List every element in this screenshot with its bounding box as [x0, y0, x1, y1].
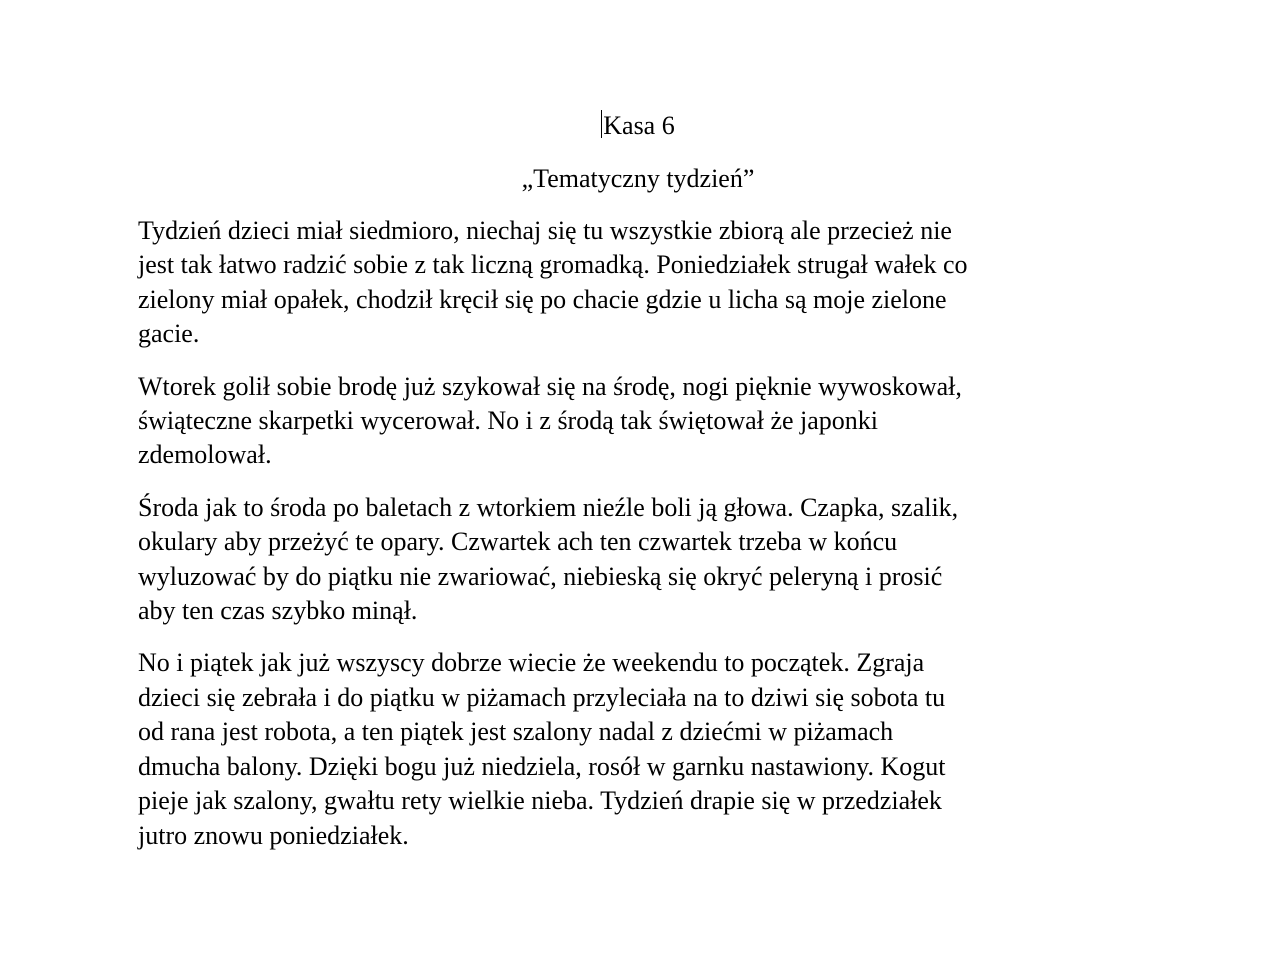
paragraph-line: zielony miał opałek, chodził kręcił się po chacie gdzie u licha są moje zielone — [138, 284, 947, 314]
paragraph-2 — [138, 370, 1138, 473]
paragraph-line: Wtorek golił sobie brodę już szykował się na środę, nogi pięknie wywoskował, — [138, 371, 962, 401]
paragraph-3 — [138, 491, 1138, 629]
paragraph-line: jest tak łatwo radzić sobie z tak liczną gromadką. Poniedziałek strugał wałek co — [138, 250, 968, 280]
paragraph-4 — [138, 646, 1138, 852]
paragraph-line: wyluzować by do piątku nie zwariować, niebieską się okryć peleryną i prosić — [138, 561, 943, 591]
paragraph-line: Środa jak to środa po baletach z wtorkiem nieźle boli ją głowa. Czapka, szalik, — [138, 492, 959, 522]
paragraph-line: gacie. — [138, 319, 200, 349]
paragraph-line: okulary aby przeżyć te opary. Czwartek ach ten czwartek trzeba w końcu — [138, 527, 898, 557]
title-text: Kasa 6 — [603, 111, 675, 140]
paragraph-line: No i piątek jak już wszyscy dobrze wiecie że weekendu to początek. Zgraja — [138, 648, 925, 678]
document-body[interactable] — [138, 108, 1138, 871]
paragraph-line: świąteczne skarpetki wycerował. No i z środą tak świętował że japonki — [138, 406, 879, 436]
paragraph-line: jutro znowu poniedziałek. — [138, 820, 409, 850]
document-title — [138, 108, 1138, 144]
paragraph-line: pieje jak szalony, gwałtu rety wielkie nieba. Tydzień drapie się w przedziałek — [138, 786, 942, 816]
paragraph-line: dmucha balony. Dzięki bogu już niedziela, rosół w garnku nastawiony. Kogut — [138, 751, 946, 781]
paragraph-line: zdemolował. — [138, 440, 272, 470]
paragraph-line: dzieci się zebrała i do piątku w piżamach przyleciała na to dziwi się sobota tu — [138, 682, 946, 712]
document-subtitle: „Tematyczny tydzień” — [521, 164, 755, 193]
paragraph-line: od rana jest robota, a ten piątek jest szalony nadal z dziećmi w piżamach — [138, 717, 894, 747]
paragraph-line: Tydzień dzieci miał siedmioro, niechaj się tu wszystkie zbiorą ale przecież nie — [138, 216, 952, 245]
paragraph-line: aby ten czas szybko minął. — [138, 596, 418, 626]
paragraph-1 — [138, 214, 1138, 352]
